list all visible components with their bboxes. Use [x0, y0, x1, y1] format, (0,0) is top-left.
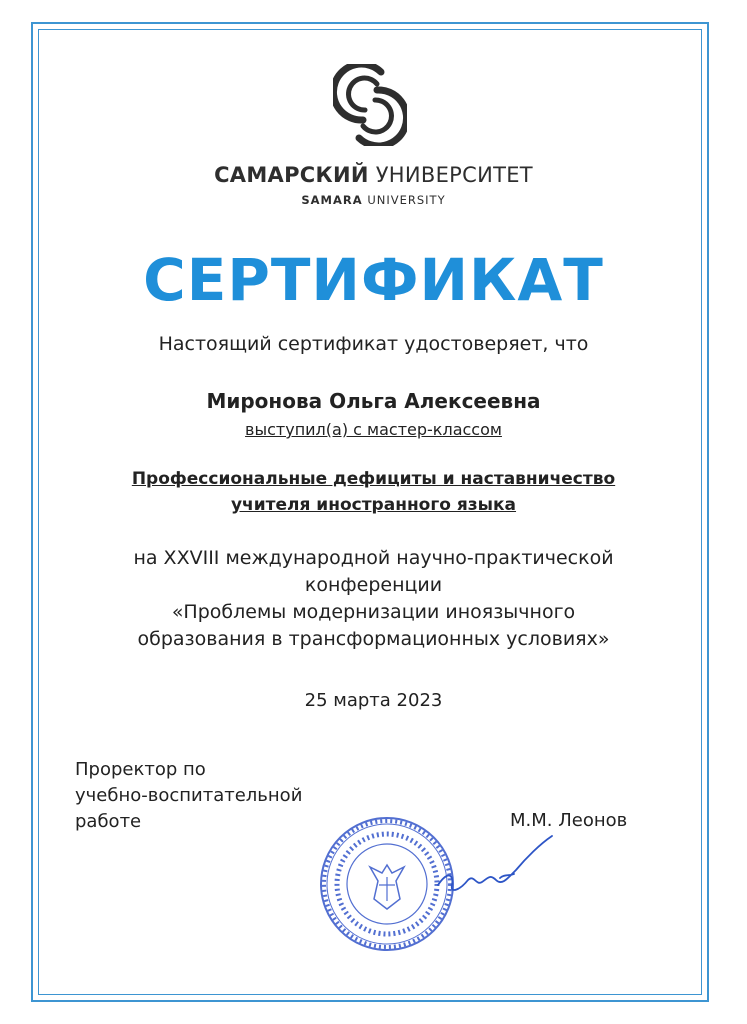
samara-university-logo-icon	[333, 64, 407, 146]
certificate-date: 25 марта 2023	[304, 690, 443, 711]
university-name-ru-light: УНИВЕРСИТЕТ	[375, 163, 533, 187]
conference-line: на XXVIII международной научно-практической	[133, 547, 614, 569]
recipient-role: выступил(а) с мастер-классом	[245, 420, 502, 439]
conference-line: «Проблемы модернизации иноязычного	[171, 601, 576, 623]
position-line: Проректор по	[75, 759, 206, 780]
certificate-intro: Настоящий сертификат удостоверяет, что	[158, 333, 589, 355]
university-name-ru	[0, 163, 747, 187]
recipient-name: Миронова Ольга Алексеевна	[206, 389, 541, 413]
signature-icon	[430, 830, 560, 910]
signatory-position	[75, 757, 302, 835]
university-name-en-light: UNIVERSITY	[367, 193, 446, 207]
university-name-en	[0, 193, 747, 207]
masterclass-topic	[40, 466, 707, 518]
signatory-name: М.М. Леонов	[510, 810, 628, 831]
conference-line: конференции	[304, 574, 443, 596]
conference-info	[40, 545, 707, 653]
topic-line: Профессиональные дефициты и наставничество	[131, 469, 616, 489]
topic-line: учителя иностранного языка	[230, 495, 517, 515]
certificate-title: СЕРТИФИКАТ	[143, 246, 604, 314]
conference-line: образования в трансформационных условиях»	[137, 628, 610, 650]
position-line: работе	[75, 811, 142, 832]
university-name-ru-bold: САМАРСКИЙ	[214, 163, 369, 187]
position-line: учебно-воспитательной	[75, 785, 303, 806]
university-name-en-bold: SAMARA	[301, 193, 363, 207]
